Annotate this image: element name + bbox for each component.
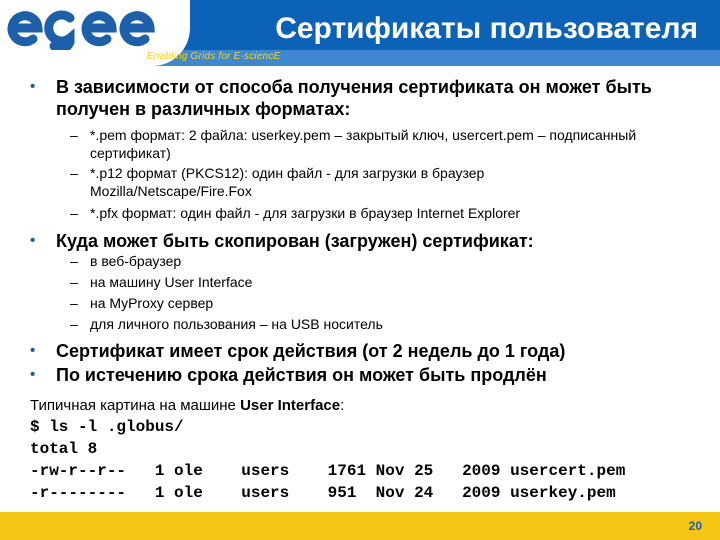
bullet-marker: • [30,78,36,95]
caption-bold: User Interface [240,397,341,414]
sub-marker: – [70,205,78,221]
sub-text: в веб-браузер [90,253,182,269]
bullet-marker: • [30,232,36,249]
slide-title: Сертификаты пользователя [275,12,698,45]
sub-text: *.p12 формат (PKCS12): один файл - для загрузки в браузер Mozilla/Netscape/Fire.Fox [90,165,485,199]
bullet-text: По истечению срока действия он может быть продлён [56,365,547,385]
page-number: 20 [688,519,702,533]
bullet-text: В зависимости от способа получения сертификата он может быть получен в различных форматах: [56,77,652,119]
egee-logo-icon [6,6,176,50]
sub-marker: – [70,295,78,311]
tagline: Enabling Grids for E-sciencE [147,51,281,62]
caption-prefix: Типичная картина на машине [30,397,241,414]
sub-text: *.pfx формат: один файл - для загрузки в браузер Internet Explorer [90,205,521,221]
terminal-line-userkey: -r-------- 1 ole users 951 Nov 24 2009 userkey.pem [30,484,616,502]
sub-marker: – [70,165,78,181]
bullet-text: Сертификат имеет срок действия (от 2 недель до 1 года) [56,341,566,361]
terminal-line-command: $ ls -l .globus/ [30,418,184,436]
sub-text: *.pem формат: 2 файла: userkey.pem – закрытый ключ, usercert.pem – подписанный сертификат) [90,127,637,161]
sub-marker: – [70,274,78,290]
sub-text: на машину User Interface [90,274,253,290]
bullet-marker: • [30,342,36,359]
caption-suffix: : [340,397,345,414]
terminal-caption [30,396,344,416]
bullet-text: Куда может быть скопирован (загружен) сертификат: [56,231,534,251]
bullet-marker: • [30,366,36,383]
sub-text: на MyProxy сервер [90,295,214,311]
sub-marker: – [70,253,78,269]
terminal-line-total: total 8 [30,440,98,458]
sub-marker: – [70,316,78,332]
terminal-line-usercert: -rw-r--r-- 1 ole users 1761 Nov 25 2009 usercert.pem [30,462,626,480]
footer-bar [0,512,720,540]
sub-marker: – [70,127,78,143]
sub-text: для личного пользования – на USB носитель [90,316,383,332]
